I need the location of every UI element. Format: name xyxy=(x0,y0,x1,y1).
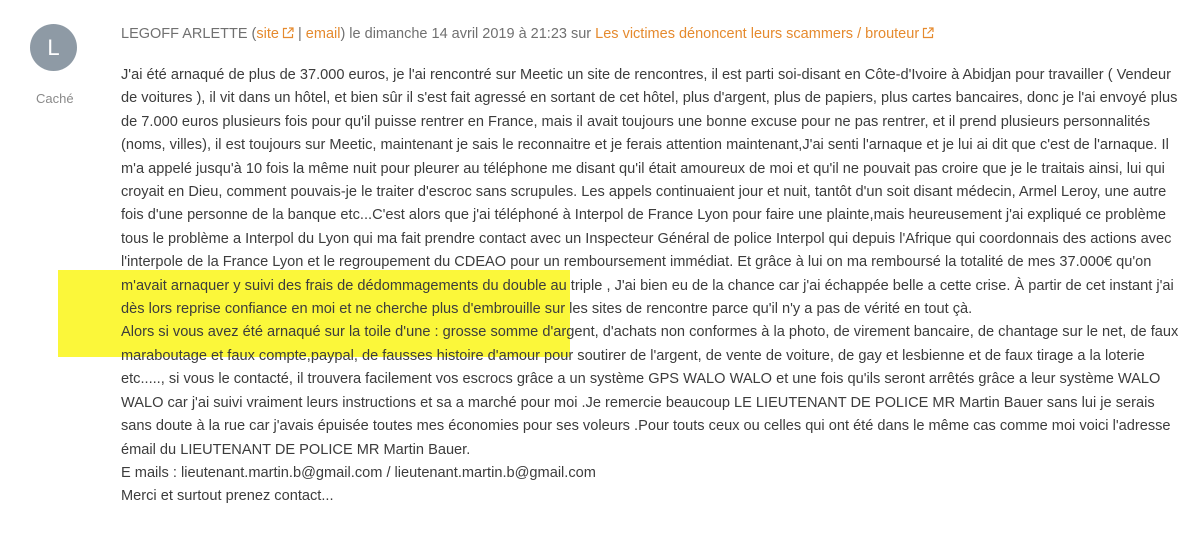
highlighted-text: le regroupement du CDEAO pour un remboursement immédiat. xyxy=(323,254,734,271)
external-link-icon xyxy=(922,27,934,39)
comment-text: J'ai été arnaqué de plus de 37.000 euros, je l'ai rencontré sur Meetic un site de rencontres, il est parti soi-disant en Côte-d'Ivoire à Abidjan pour travailler ( Vendeur de voitures ), il vit dans un hôtel, et bien sûr il s'est fait agressé en sortant de cet hôtel, plus d'argent, plus de papiers, plus cartes bancaires, donc je l'ai envoyé plus de 7.000 euros plusieurs fois pour qu'il puisse rentrer en France, mais il avait toujours une bonne excuse pour ne pas rentrer, et il prend plusieurs personnalités (noms, villes), il est toujours sur Meetic, maintenant je sais le reconnaitre et je ferais attention maintenant,J'ai senti l'arnaque et je lui ai dit que c'est de l'arnaque. Il m'a appelé jusqu'à 10 fois la même nuit pour pleurer au téléphone me disant qu'il était amoureux de moi et qu'il ne pouvait pas croire que je le traitais ainsi, lui qui croyait en Dieu, comment pouvais-je le traiter d'escroc sans scrupules. Les appels continuaient jour et nuit, tantôt d'un soit disant médecin, Armel Leroy, une autre fois d'une personne de la banque etc...C'est alors que j'ai téléphoné à Interpol de France Lyon pour faire une plainte,mais heureusement j'ai expliqué ce problème tous le problème a Interpol du Lyon qui ma fait prendre contact avec un Inspecteur Général de police Interpol qui depuis l'Afrique qui coordonnais des actions avec l'interpole de la France Lyon et xyxy=(121,67,1178,271)
open-paren: ( xyxy=(251,26,257,42)
comment-body xyxy=(121,64,1181,509)
comment-header xyxy=(121,26,934,42)
comment-text: Et grâce à lui on ma remboursé la totalité de mes 37.000€ qu'on m'avait arnaquer y xyxy=(121,254,1152,294)
article-link[interactable]: Les victimes dénoncent leurs scammers / brouteur xyxy=(595,26,934,42)
comment-paragraph xyxy=(121,64,1181,321)
comment-paragraph: Alors si vous avez été arnaqué sur la toile d'une : grosse somme d'argent, d'achats non conformes à la photo, de virement bancaire, de chantage sur le net, de faux maraboutage et faux compte,paypal, de fausses histoire d'amour pour soutirer de l'argent, de vente de voiture, de gay et lesbienne et de faux tirage a la loterie etc....., si vous le contacté, il trouvera facilement vos escrocs grâce a un système GPS WALO WALO et une fois qu'ils seront arrêtés grâce a leur système WALO WALO car j'ai suivi vraiment leurs instructions et sa a marché pour moi .Je remercie beaucoup LE LIEUTENANT DE POLICE MR Martin Bauer sans lui je serais sans doute à la rue car j'avais épuisée toutes mes économies pour ses voleurs .Pour touts ceux ou celles qui ont été dans le même cas comme moi voici l'adresse émail du LIEUTENANT DE POLICE MR Martin Bauer. xyxy=(121,324,1179,458)
comment-text: les sites de rencontre parce qu'il n'y a pas de vérité en tout çà. xyxy=(565,301,973,318)
author-name: LEGOFF ARLETTE xyxy=(121,26,248,42)
highlighted-text: lors reprise confiance en moi et ne cherche plus d'embrouille sur xyxy=(148,301,566,318)
avatar xyxy=(30,24,77,71)
link-separator: | xyxy=(297,26,302,42)
comment-text: eu de la chance car j'ai échappée belle a cette crise. À partir de cet instant j'ai dès xyxy=(121,277,1174,318)
highlighted-text: suivi des frais de dédommagements du double au triple , J'ai bien xyxy=(244,277,668,294)
external-link-icon xyxy=(282,27,294,39)
avatar-initial: L xyxy=(47,34,60,60)
email-link[interactable]: email xyxy=(305,26,341,42)
date-text: ) le dimanche 14 avril 2019 à 21:23 sur xyxy=(340,26,592,42)
closing-line: Merci et surtout prenez contact... xyxy=(121,488,334,505)
contact-emails: E mails : lieutenant.martin.b@gmail.com / lieutenant.martin.b@gmail.com xyxy=(121,464,596,481)
site-link[interactable]: site xyxy=(256,26,294,42)
status-hidden-label: Caché xyxy=(36,91,74,106)
